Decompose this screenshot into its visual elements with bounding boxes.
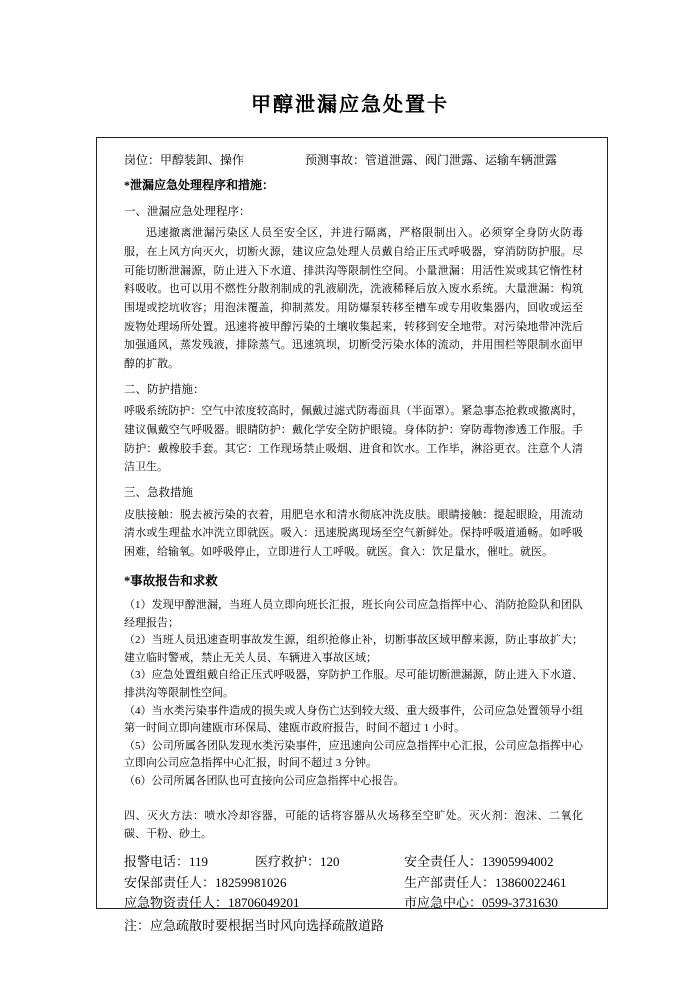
medical-rescue-phone: 医疗救护：120 [255, 853, 340, 869]
evacuation-note: 注：应急疏散时要根据当时风向选择疏散道路 [124, 918, 385, 934]
section1-body: 迅速撤离泄漏污染区人员至安全区，并进行隔离，严格限制出入。必须穿全身防火防毒服，在上风方向灭火，切断火源，建议应急处理人员戴自给正压式呼吸器，穿消防防护服。尽可能切断泄漏源，防止进入下水道、排洪沟等限制性空间。小量泄漏：用活性炭或其它惰性材料吸收。也可以用不燃性分散剂制成的乳液刷洗，洗液稀释后放入废水系统。大量泄漏：构筑围堤或挖坑收容；用泡沫覆盖，抑制蒸发。用防爆泵转移至槽车或专用收集器内，回收或运至废物处理场所处置。迅速将被甲醇污染的土壤收集起来，转移到安全地带。对污染地带冲洗后加强通风，蒸发残液，排除蒸气。迅速筑坝，切断受污染水体的流动，并用围栏等限制水面甲醇的扩散。 [124, 227, 583, 371]
contacts-row-1 [124, 852, 583, 873]
procedures-heading: *泄漏应急处理程序和措施： [124, 178, 275, 193]
report-item-3: （3）应急处置组戴自给正压式呼吸器，穿防护工作服。尽可能切断泄漏源，防止进入下水道、排洪沟等限制性空间。 [124, 669, 583, 699]
report-item-5: （5）公司所属各团队发现水类污染事件，应迅速向公司应急指挥中心汇报，公司应急指挥中心立即向公司应急指挥中心汇报，时间不超过 3 分钟。 [124, 739, 583, 770]
alarm-phone: 报警电话：119 [124, 853, 209, 869]
report-item-2: （2）当班人员迅速查明事故发生源，组织抢修止补，切断事故区域甲醇来源，防止事故扩大；建立临时警戒，禁止无关人员、车辆进入事故区域； [124, 634, 583, 664]
predicted-accidents-field: 预测事故：管道泄露、阀门泄露、运输车辆泄露 [305, 153, 558, 167]
contacts-row-3 [124, 893, 583, 914]
section2-body: 呼吸系统防护：空气中浓度较高时，佩戴过滤式防毒面具（半面罩）。紧急事态抢救或撤离时，建议佩戴空气呼吸器。眼睛防护：戴化学安全防护眼镜。身体防护：穿防毒物渗透工作服。手防护：戴橡胶手套。其它：工作现场禁止吸烟、进食和饮水。工作毕，淋浴更衣。注意个人清洁卫生。 [124, 405, 583, 474]
emergency-supplies-officer-phone: 应急物资责任人：18706049201 [124, 895, 300, 911]
post-field: 岗位：甲醇装卸、操作 [124, 153, 245, 167]
card-header-row [124, 150, 583, 170]
report-item-6: （6）公司所属各团队也可直接向公司应急指挥中心报告。 [124, 774, 405, 787]
emergency-contacts [124, 852, 583, 914]
city-emergency-center-phone: 市应急中心：0599-3731630 [404, 895, 558, 911]
section3-body: 皮肤接触：脱去被污染的衣着，用肥皂水和清水彻底冲洗皮肤。眼睛接触：提起眼睑，用流动清水或生理盐水冲洗立即就医。吸入：迅速脱离现场至空气新鲜处。保持呼吸道通畅。如呼吸困难，给输氧。如呼吸停止，立即进行人工呼吸。就医。食入：饮足量水，催吐。就医。 [124, 508, 583, 559]
report-item-4: （4）当水类污染事件造成的损失或人身伤亡达到较大级、重大级事件，公司应急处置领导小组第一时间立即向建瓯市环保局、建瓯市政府报告，时间不超过 1 小时。 [124, 704, 583, 735]
report-item-1: （1）发现甲醇泄漏，当班人员立即向班长汇报，班长向公司应急指挥中心、消防抢险队和团队经理报告； [124, 598, 583, 629]
report-items [124, 597, 583, 791]
section3-title: 三、急救措施 [124, 487, 193, 500]
section1-title: 一、泄漏应急处理程序： [124, 205, 251, 218]
document-title: 甲醇泄漏应急处置卡 [251, 94, 449, 116]
contacts-row-2 [124, 873, 583, 894]
section2-title: 二、防护措施： [124, 383, 205, 396]
report-heading: *事故报告和求救 [124, 573, 218, 588]
emergency-response-card [96, 137, 608, 934]
fire-fighting-method: 四、灭火方法：喷水冷却容器，可能的话将容器从火场移至空旷处。灭火剂：泡沫、二氧化碳、干粉、砂土。 [124, 809, 583, 841]
production-dept-officer-phone: 生产部责任人：13860022461 [404, 874, 567, 890]
security-dept-officer-phone: 安保部责任人：18259981026 [124, 874, 287, 890]
safety-officer-phone: 安全责任人：13905994002 [404, 853, 554, 869]
